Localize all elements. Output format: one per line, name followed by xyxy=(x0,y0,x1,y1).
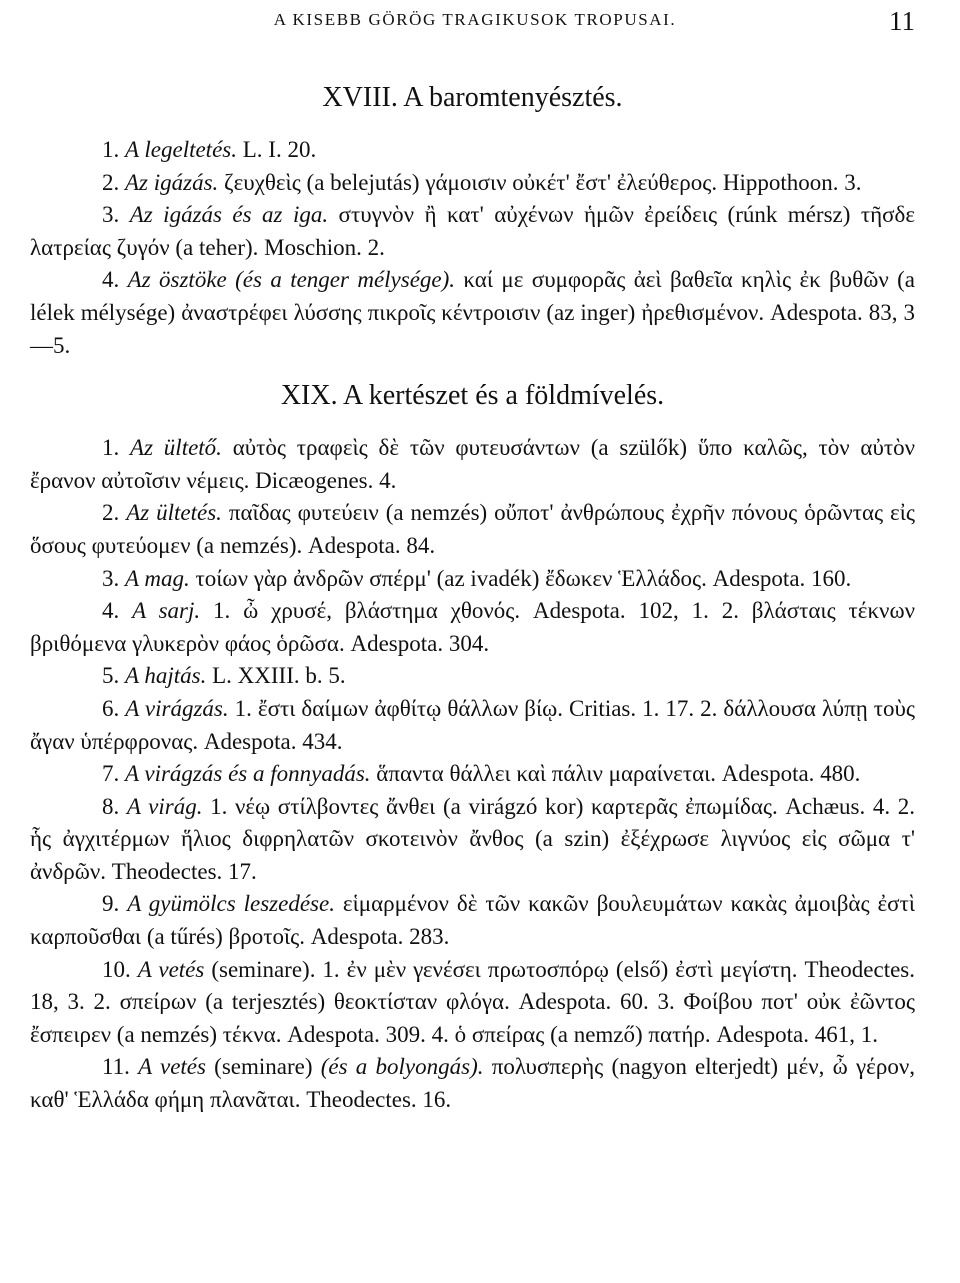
entry-title: Az ösztöke (és a tenger mélysége). xyxy=(127,267,456,293)
entry-xix-3: 3. A mag. τοίων γὰρ ἀνδρῶν σπέρμ' (az ivadék) ἔδωκεν Ἑλλάδος. Adespota. 160. xyxy=(102,565,852,591)
entry-xix-2: 2. Az ültetés. παῖδας φυτεύειν (a nemzés) οὔποτ' ἀνθρώπους ἐχρῆν πόνους ὁρῶντας εἰς ὅσους φυτεύομεν (a nemzés). Adespota. 84. xyxy=(30,500,916,558)
entry-title: A vetés xyxy=(137,956,205,982)
entry-xviii-2: 2. Az igázás. ζευχθεὶς (a belejutás) γάμοισιν οὐκέτ' ἔστ' ἐλεύθερος. Hippothoon. 3. xyxy=(102,169,862,195)
running-title: A KISEBB GÖRÖG TRAGIKUSOK TROPUSAI. xyxy=(273,10,677,29)
entry-title: A legeltetés. xyxy=(125,137,237,162)
entry-title: Az igázás. xyxy=(125,169,219,195)
entry-xviii-1: 1. A legeltetés. L. I. 20. xyxy=(102,137,317,162)
section-heading-xix: XIX. A kertészet és a földmívelés. xyxy=(280,380,665,412)
entry-title: Az igázás és az iga. xyxy=(129,202,329,228)
entry-title: A hajtás. xyxy=(125,663,207,689)
entry-xix-1: 1. Az ültető. αὐτὸς τραφεὶς δὲ τῶν φυτευσάντων (a szülők) ὕπο καλῶς, τὸν αὐτὸν ἔρανον αὐτοῖσιν νέμεις. Dicæogenes. 4. xyxy=(30,435,915,493)
entry-title: Az ültető. xyxy=(130,435,222,461)
entry-xviii-4: 4. Az ösztöke (és a tenger mélysége). καί με συμφορᾶς ἀεὶ βαθεῖα κηλὶς ἐκ βυθῶν (a lélek mélysége) ἀναστρέφει λύσσης πικροῖς κέντροισιν (az inger) ἠρεθισμένον. Adespota. 83, 3—5. xyxy=(30,267,916,358)
entry-xix-6: 6. A virágzás. 1. ἔστι δαίμων ἀφθίτῳ θάλλων βίῳ. Critias. 1. 17. 2. δάλλουσα λύπῃ τοὺς ἄγαν ὑπέρφρονας. Adespota. 434. xyxy=(30,695,915,754)
page-body xyxy=(30,80,915,1117)
entry-xix-11: 11. A vetés (seminare) (és a bolyongás). πολυσπερὴς (nagyon elterjedt) μέν, ὦ γέρον, καθ' Ἑλλάδα φήμη πλανᾶται. Theodectes. 16. xyxy=(30,1054,915,1113)
entry-xix-10: 10. A vetés (seminare). 1. ἐν μὲν γενέσει πρωτοσπόρῳ (első) ἐστὶ μεγίστη. Theodectes. 18, 3. 2. σπείρων (a terjesztés) θεοκτίσταν φλόγα. Adespota. 60. 3. Φοίβου ποτ' οὐκ ἐῶντος ἔσπειρεν (a nemzés) τέκνα. Adespota. 309. 4. ὁ σπείρας (a nemző) πατήρ. Adespota. 461, 1. xyxy=(30,956,916,1047)
page-number: 11 xyxy=(889,6,915,36)
entry-subtitle: (és a bolyongás). xyxy=(320,1054,484,1080)
running-head xyxy=(35,6,915,40)
section-heading-xviii: XVIII. A baromtenyésztés. xyxy=(322,82,623,113)
entry-title: A virág. xyxy=(126,793,203,819)
entry-xix-5: 5. A hajtás. L. XXIII. b. 5. xyxy=(102,663,346,689)
entry-title: A sarj. xyxy=(132,598,201,624)
entry-title: A virágzás. xyxy=(125,695,229,721)
entry-title: A mag. xyxy=(125,565,190,591)
entry-title: A gyümölcs leszedése. xyxy=(127,891,335,917)
entry-xix-7: 7. A virágzás és a fonnyadás. ἅπαντα θάλλει καὶ πάλιν μαραίνεται. Adespota. 480. xyxy=(102,761,861,787)
entry-xix-8: 8. A virág. 1. νέῳ στίλβοντες ἄνθει (a virágzó kor) καρτερᾶς ἐπωμίδας. Achæus. 4. 2. ἧς ἀγχιτέρμων ἥλιος διφρηλατῶν σκοτεινὸν ἄνθος (a szin) ἐξέχρωσε λιγνύος εἰς σῶμα τ' ἀνδρῶν. Theodectes. 17. xyxy=(30,793,916,884)
entry-title: A vetés xyxy=(138,1054,206,1080)
entry-xviii-3: 3. Az igázás és az iga. στυγνὸν ἢ κατ' αὐχένων ἡμῶν ἐρείδεις (rúnk mérsz) τῆσδε λατρείας ζυγόν (a teher). Moschion. 2. xyxy=(30,202,916,260)
entry-title: Az ültetés. xyxy=(126,500,222,526)
entry-xix-4: 4. A sarj. 1. ὦ χρυσέ, βλάστημα χθονός. Adespota. 102, 1. 2. βλάσταις τέκνων βριθόμενα γλυκερὸν φάος ὁρῶσα. Adespota. 304. xyxy=(30,598,915,656)
entry-xix-9: 9. A gyümölcs leszedése. εἱμαρμένον δὲ τῶν κακῶν βουλευμάτων κακὰς ἀμοιβὰς ἐστὶ καρποῦσθαι (a tűrés) βροτοῖς. Adespota. 283. xyxy=(30,891,916,950)
entry-title: A virágzás és a fonnyadás. xyxy=(125,761,371,787)
